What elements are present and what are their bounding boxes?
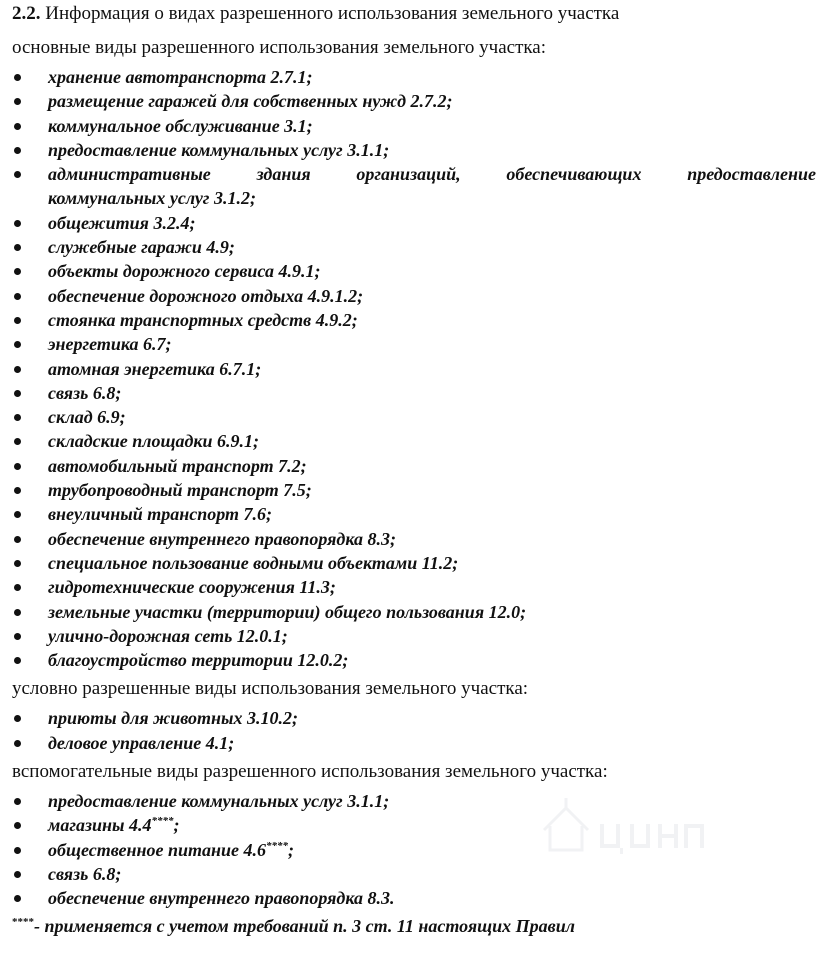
bullet-icon xyxy=(14,740,21,747)
main-uses-title: основные виды разрешенного использования земельного участка: xyxy=(12,37,547,58)
main-uses-list xyxy=(12,65,816,672)
list-item: земельные участки (территории) общего пользования 12.0; xyxy=(12,600,816,624)
list-item: приюты для животных 3.10.2; xyxy=(12,706,816,730)
list-item: магазины 4.4****; xyxy=(12,813,816,837)
bullet-icon xyxy=(14,584,21,591)
list-item: общежития 3.2.4; xyxy=(12,211,816,235)
list-item: размещение гаражей для собственных нужд 2.7.2; xyxy=(12,89,816,113)
list-item: гидротехнические сооружения 11.3; xyxy=(12,575,816,599)
list-item: склад 6.9; xyxy=(12,405,816,429)
bullet-icon xyxy=(14,390,21,397)
list-item: связь 6.8; xyxy=(12,862,816,886)
bullet-icon xyxy=(14,633,21,640)
list-item: обеспечение внутреннего правопорядка 8.3; xyxy=(12,527,816,551)
bullet-icon xyxy=(14,123,21,130)
list-item: улично-дорожная сеть 12.0.1; xyxy=(12,624,816,648)
bullet-icon xyxy=(14,657,21,664)
bullet-icon xyxy=(14,822,21,829)
list-item: специальное пользование водными объектами 11.2; xyxy=(12,551,816,575)
list-item: складские площадки 6.9.1; xyxy=(12,429,816,453)
bullet-icon xyxy=(14,487,21,494)
bullet-icon xyxy=(14,244,21,251)
bullet-icon xyxy=(14,847,21,854)
footnote-mark: **** xyxy=(12,915,34,928)
list-item: стоянка транспортных средств 4.9.2; xyxy=(12,308,816,332)
bullet-icon xyxy=(14,268,21,275)
list-item: обеспечение дорожного отдыха 4.9.1.2; xyxy=(12,284,816,308)
cian-house-logo-icon xyxy=(536,790,716,860)
list-item: внеуличный транспорт 7.6; xyxy=(12,502,816,526)
footnote-mark: **** xyxy=(266,839,289,852)
list-item: атомная энергетика 6.7.1; xyxy=(12,357,816,381)
bullet-icon xyxy=(14,871,21,878)
list-item: административные здания организаций, обеспечивающих предоставление коммунальных услуг 3.1.2; xyxy=(12,162,816,211)
bullet-icon xyxy=(14,220,21,227)
bullet-icon xyxy=(14,366,21,373)
list-item: предоставление коммунальных услуг 3.1.1; xyxy=(12,138,816,162)
auxiliary-uses-title: вспомогательные виды разрешенного использования земельного участка: xyxy=(12,761,608,783)
bullet-icon xyxy=(14,463,21,470)
list-item: трубопроводный транспорт 7.5; xyxy=(12,478,816,502)
list-item: автомобильный транспорт 7.2; xyxy=(12,454,816,478)
conditional-uses-list xyxy=(12,706,816,755)
bullet-icon xyxy=(14,798,21,805)
section-title: Информация о видах разрешенного использования земельного участка xyxy=(40,3,620,24)
section-number: 2.2. xyxy=(12,3,41,24)
list-item: служебные гаражи 4.9; xyxy=(12,235,816,259)
bullet-icon xyxy=(14,511,21,518)
list-item: деловое управление 4.1; xyxy=(12,731,816,755)
list-item: обеспечение внутреннего правопорядка 8.3. xyxy=(12,886,816,910)
list-item: энергетика 6.7; xyxy=(12,332,816,356)
bullet-icon xyxy=(14,317,21,324)
list-item: благоустройство территории 12.0.2; xyxy=(12,648,816,672)
bullet-icon xyxy=(14,715,21,722)
bullet-icon xyxy=(14,98,21,105)
bullet-icon xyxy=(14,171,21,178)
bullet-icon xyxy=(14,438,21,445)
bullet-icon xyxy=(14,293,21,300)
list-item: общественное питание 4.6****; xyxy=(12,838,816,862)
bullet-icon xyxy=(14,536,21,543)
bullet-icon xyxy=(14,609,21,616)
list-item: коммунальное обслуживание 3.1; xyxy=(12,114,816,138)
list-item: хранение автотранспорта 2.7.1; xyxy=(12,65,816,89)
bullet-icon xyxy=(14,560,21,567)
bullet-icon xyxy=(14,895,21,902)
bullet-icon xyxy=(14,147,21,154)
section-heading xyxy=(12,2,816,26)
bullet-icon xyxy=(14,341,21,348)
footnote xyxy=(12,914,816,938)
bullet-icon xyxy=(14,74,21,81)
list-item: объекты дорожного сервиса 4.9.1; xyxy=(12,259,816,283)
footnote-mark: **** xyxy=(151,815,174,828)
list-item: связь 6.8; xyxy=(12,381,816,405)
list-item: предоставление коммунальных услуг 3.1.1; xyxy=(12,789,816,813)
conditional-uses-title: условно разрешенные виды использования земельного участка: xyxy=(12,678,529,700)
footnote-text: - применяется с учетом требований п. 3 ст. 11 настоящих Правил xyxy=(34,915,575,936)
bullet-icon xyxy=(14,414,21,421)
